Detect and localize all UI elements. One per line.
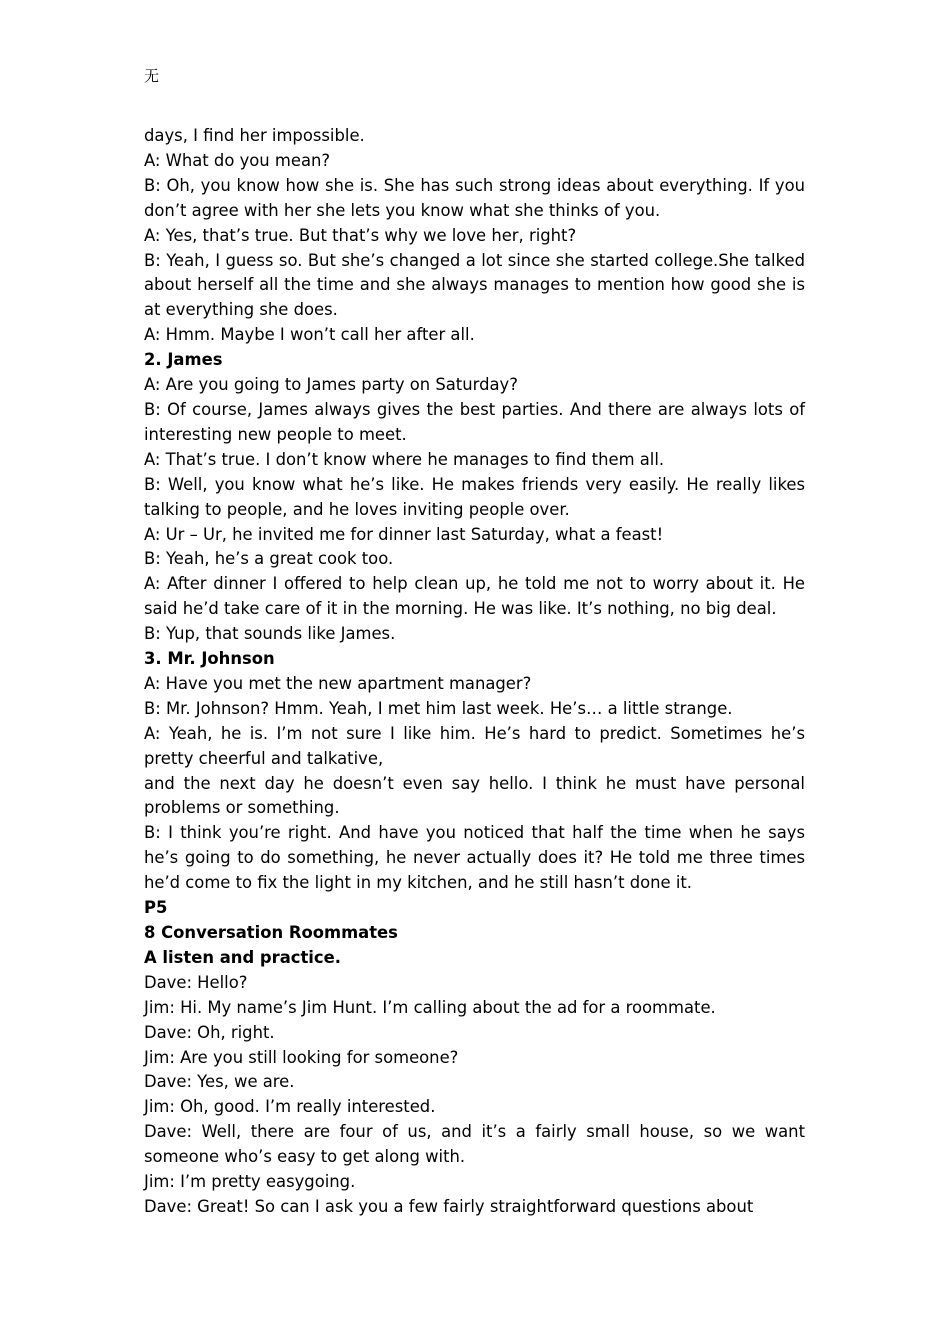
paragraph: A: After dinner I offered to help clean up, he told me not to worry about it. He said he’d take care of it in the morning. He was like. It’s nothing, no big deal.	[144, 574, 805, 619]
paragraph: A: Are you going to James party on Saturday?	[144, 375, 518, 395]
paragraph: Jim: Oh, good. I’m really interested.	[144, 1097, 436, 1117]
paragraph: and the next day he doesn’t even say hello. I think he must have personal problems or something.	[144, 773, 805, 818]
paragraph: A: What do you mean?	[144, 150, 331, 170]
paragraph: Dave: Great! So can I ask you a few fairly straightforward questions about	[144, 1196, 754, 1216]
paragraph: Jim: Are you still looking for someone?	[144, 1047, 459, 1067]
paragraph: Dave: Hello?	[144, 972, 248, 992]
paragraph: Jim: I’m pretty easygoing.	[144, 1172, 356, 1192]
paragraph: Dave: Yes, we are.	[144, 1072, 295, 1092]
paragraph: Dave: Well, there are four of us, and it’s a fairly small house, so we want someone who’s easy to get along with.	[144, 1122, 805, 1167]
paragraph: B: Yeah, I guess so. But she’s changed a lot since she started college.She talked about herself all the time and she always manages to mention how good she is at everything she does.	[144, 250, 805, 320]
paragraph: Dave: Oh, right.	[144, 1022, 275, 1042]
paragraph: B: Oh, you know how she is. She has such strong ideas about everything. If you don’t agree with her she lets you know what she thinks of you.	[144, 175, 805, 220]
paragraph: B: I think you’re right. And have you noticed that half the time when he says he’s going to do something, he never actually does it? He told me three times he’d come to fix the light in my kitchen, and he still hasn’t done it.	[144, 823, 805, 893]
paragraph: B: Well, you know what he’s like. He makes friends very easily. He really likes talking to people, and he loves inviting people over.	[144, 474, 805, 519]
paragraph: B: Yeah, he’s a great cook too.	[144, 549, 394, 569]
paragraph: A: Hmm. Maybe I won’t call her after all.	[144, 325, 475, 345]
paragraph: A: Yeah, he is. I’m not sure I like him. He’s hard to predict. Sometimes he’s pretty cheerful and talkative,	[144, 723, 805, 768]
header-mark: 无	[144, 67, 160, 85]
paragraph: days, I find her impossible.	[144, 126, 365, 145]
page-reference-heading: P5	[144, 898, 168, 918]
section-heading-james: 2. James	[144, 350, 223, 370]
section-heading-conversation: 8 Conversation Roommates	[144, 923, 398, 942]
paragraph: A: Yes, that’s true. But that’s why we love her, right?	[144, 225, 577, 245]
paragraph: B: Yup, that sounds like James.	[144, 624, 396, 644]
paragraph: A: That’s true. I don’t know where he manages to find them all.	[144, 449, 665, 469]
document-body	[144, 124, 805, 1220]
paragraph: B: Mr. Johnson? Hmm. Yeah, I met him last week. He’s… a little strange.	[144, 698, 733, 718]
paragraph: B: Of course, James always gives the best parties. And there are always lots of interesting new people to meet.	[144, 399, 805, 444]
paragraph: A: Ur – Ur, he invited me for dinner last Saturday, what a feast!	[144, 524, 664, 544]
section-heading-mr-johnson: 3. Mr. Johnson	[144, 649, 275, 669]
instruction-heading: A listen and practice.	[144, 947, 341, 967]
paragraph: Jim: Hi. My name’s Jim Hunt. I’m calling about the ad for a roommate.	[144, 997, 716, 1017]
paragraph: A: Have you met the new apartment manager?	[144, 673, 532, 693]
